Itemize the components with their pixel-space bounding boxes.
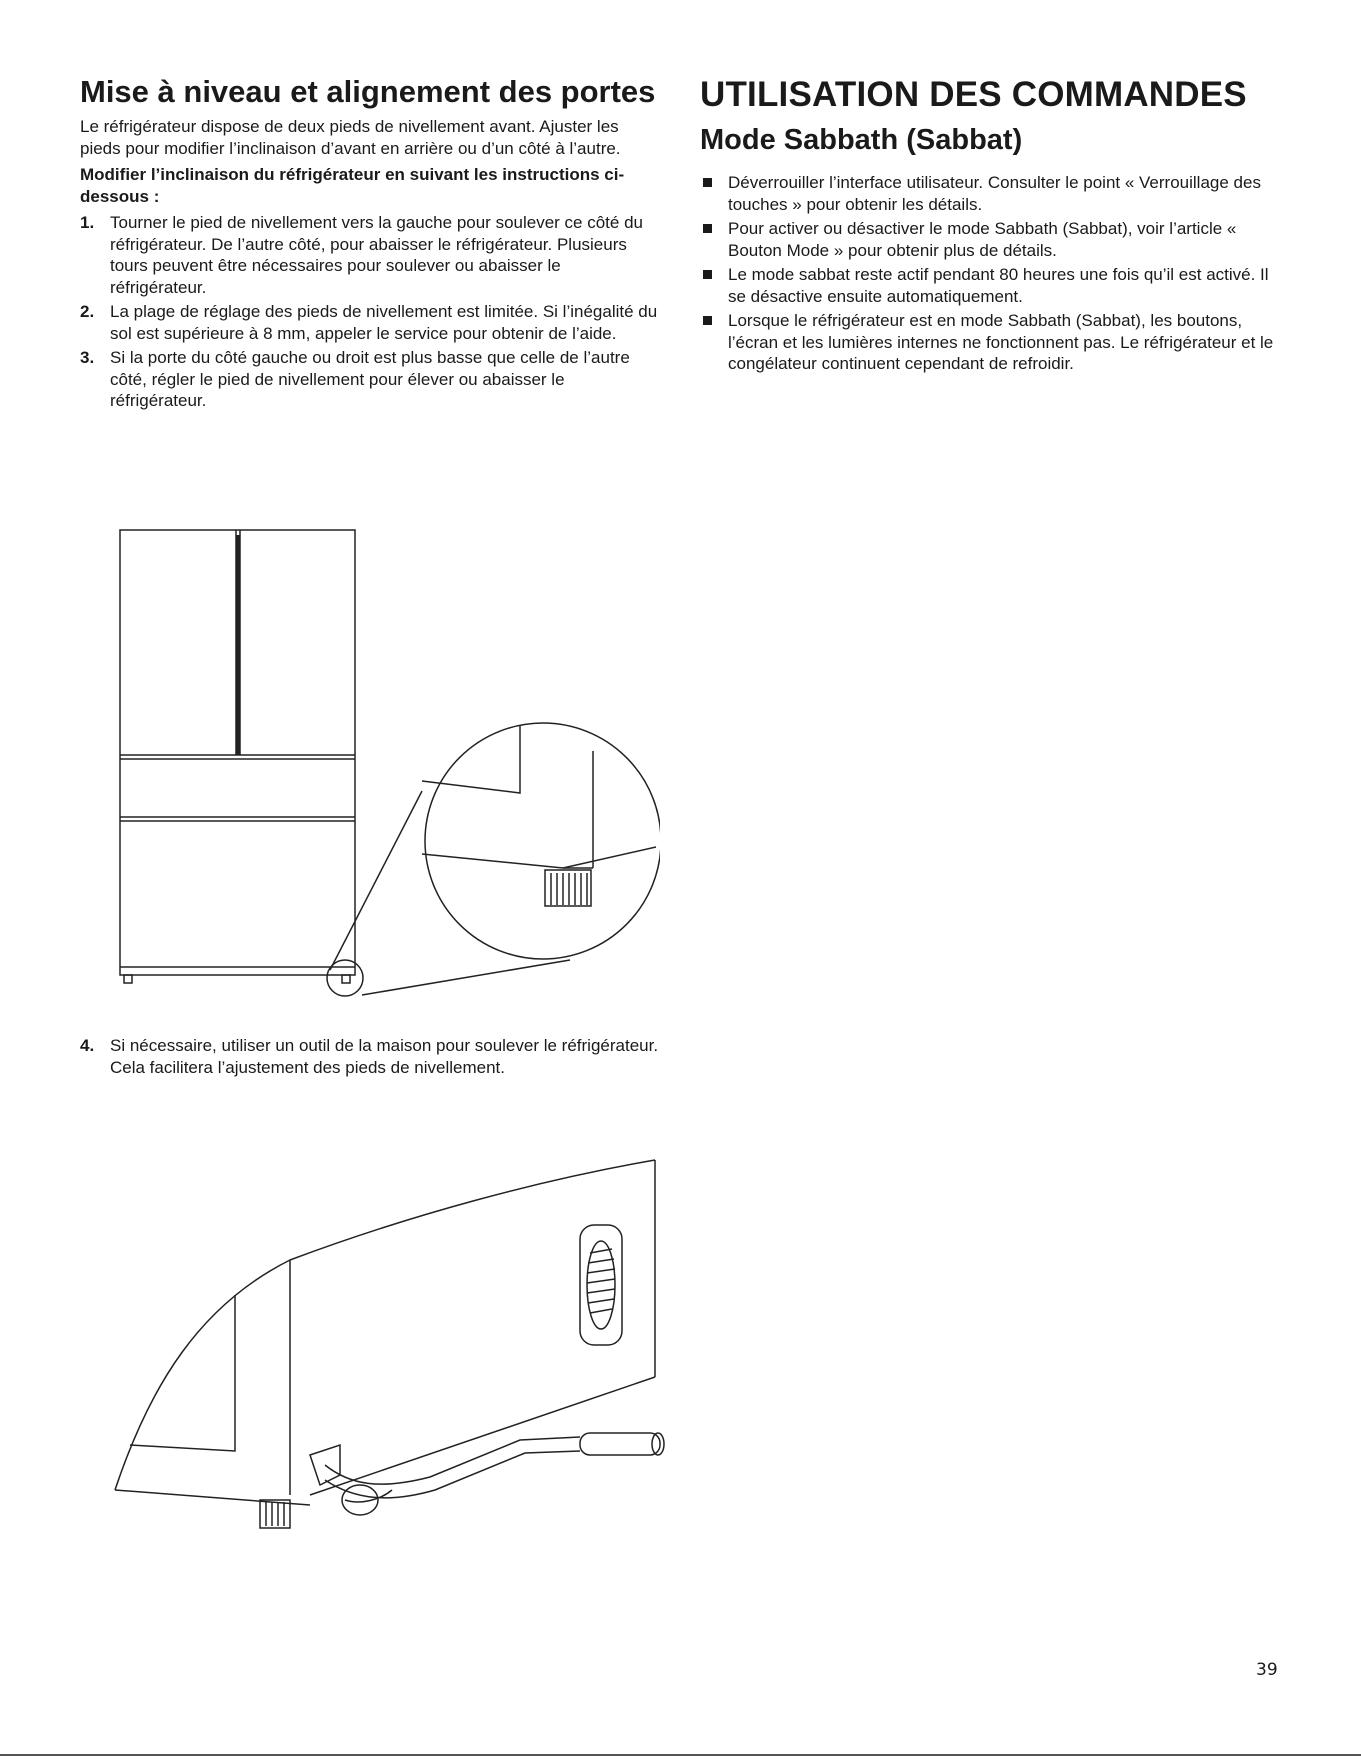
step-number: 4. xyxy=(80,1036,95,1055)
bullet-item xyxy=(700,218,1290,261)
step-number: 1. xyxy=(80,213,95,232)
step-item-3 xyxy=(80,347,660,412)
step-number: 3. xyxy=(80,348,95,367)
step-4-block xyxy=(80,1035,660,1081)
left-column xyxy=(80,74,660,415)
steps-list-continued xyxy=(80,1035,660,1078)
sabbath-bullets xyxy=(700,172,1290,375)
instructions-heading: Modifier l’inclinaison du réfrigérateur en suivant les instructions ci-dessous : xyxy=(80,165,625,206)
bullet-item xyxy=(700,264,1290,307)
zoomed-leveling-foot xyxy=(545,870,591,906)
bullet-item xyxy=(700,310,1290,375)
refrigerator-leveling-figure xyxy=(100,525,660,1015)
step-item-2 xyxy=(80,301,660,344)
lifting-tool-figure xyxy=(110,1155,670,1535)
bullet-text: Déverrouiller l’interface utilisateur. Consulter le point « Verrouillage des touches » pour obtenir les détails. xyxy=(728,173,1261,214)
step-text: Si nécessaire, utiliser un outil de la maison pour soulever le réfrigérateur. Cela facilitera l’ajustement des pieds de nivellement. xyxy=(110,1036,659,1077)
bullet-text: Le mode sabbat reste actif pendant 80 heures une fois qu’il est activé. Il se désactive ensuite automatiquement. xyxy=(728,265,1269,306)
sabbath-mode-title: Mode Sabbath (Sabbat) xyxy=(700,124,1023,156)
leveling-title: Mise à niveau et alignement des portes xyxy=(80,74,656,109)
right-column xyxy=(700,74,1290,378)
page-number: 39 xyxy=(1256,1660,1278,1680)
bottom-rule xyxy=(0,1754,1361,1756)
square-bullet-icon xyxy=(703,178,712,187)
bullet-text: Lorsque le réfrigérateur est en mode Sabbath (Sabbat), les boutons, l’écran et les lumières internes ne fonctionnent pas. Le réfrigérateur et le congélateur continuent cependant de refroidir. xyxy=(728,311,1274,373)
leveling-intro: Le réfrigérateur dispose de deux pieds de nivellement avant. Ajuster les pieds pour modifier l’inclinaison d’avant en arrière ou d’un côté à l’autre. xyxy=(80,117,621,158)
section-title: UTILISATION DES COMMANDES xyxy=(700,75,1247,114)
step-text: Tourner le pied de nivellement vers la gauche pour soulever ce côté du réfrigérateur. De l’autre côté, pour abaisser le réfrigérateur. Plusieurs tours peuvent être nécessaires pour soulever ou abaisser le réfrigérateur. xyxy=(110,213,643,297)
leveling-foot xyxy=(260,1500,290,1528)
square-bullet-icon xyxy=(703,224,712,233)
right-foot xyxy=(342,975,350,983)
steps-list xyxy=(80,212,660,412)
step-text: Si la porte du côté gauche ou droit est plus basse que celle de l’autre côté, régler le pied de nivellement pour élever ou abaisser le réfrigérateur. xyxy=(110,348,630,410)
bullet-item xyxy=(700,172,1290,215)
square-bullet-icon xyxy=(703,270,712,279)
detail-zoom-circle xyxy=(425,723,660,959)
step-item-1 xyxy=(80,212,660,298)
left-foot xyxy=(124,975,132,983)
tool-handle xyxy=(580,1433,660,1455)
bullet-text: Pour activer ou désactiver le mode Sabbath (Sabbat), voir l’article « Bouton Mode » pour obtenir plus de détails. xyxy=(728,219,1237,260)
step-number: 2. xyxy=(80,302,95,321)
fridge-side-top-curve xyxy=(115,1160,655,1490)
step-item-4 xyxy=(80,1035,660,1078)
square-bullet-icon xyxy=(703,316,712,325)
step-text: La plage de réglage des pieds de nivellement est limitée. Si l’inégalité du sol est supérieure à 8 mm, appeler le service pour obtenir de l’aide. xyxy=(110,302,658,343)
